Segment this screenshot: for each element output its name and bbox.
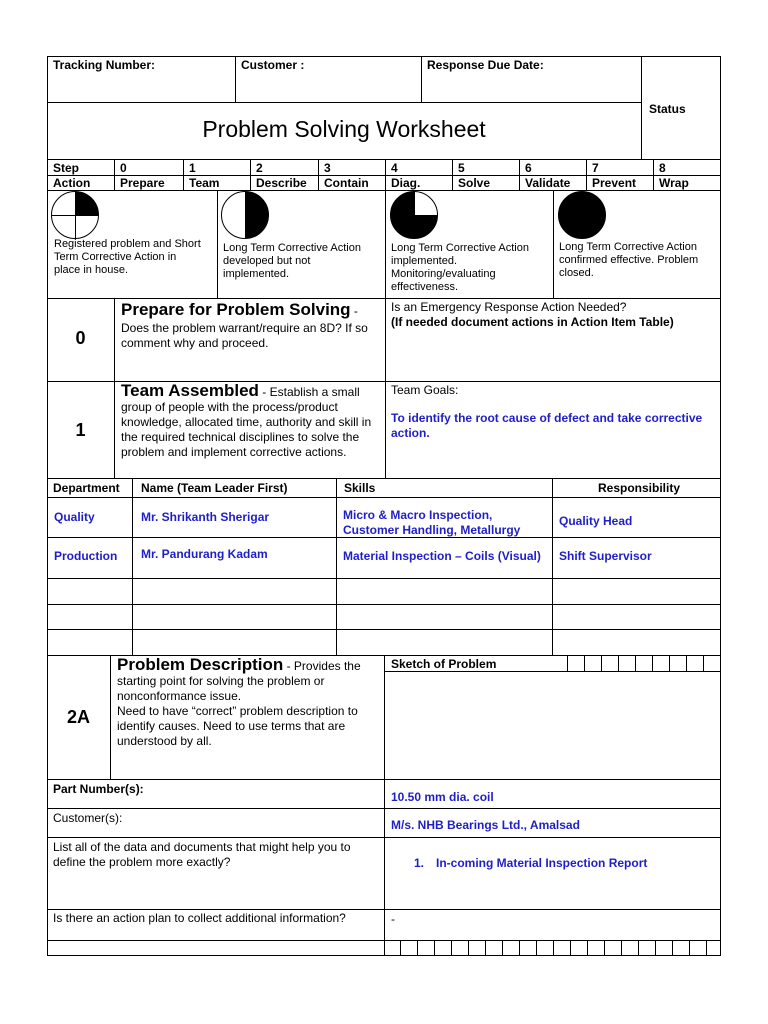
team-row-2-name: Mr. Pandurang Kadam [141,547,268,561]
step-number-1: 1 [189,161,196,175]
team-row-1-skills: Micro & Macro Inspection, Customer Handling, Metallurgy [343,508,521,537]
data-documents-number: 1. [414,856,425,870]
section-0-title-suffix: - [350,304,358,318]
section-0-title: Prepare for Problem Solving [121,300,351,319]
team-header-name: Name (Team Leader First) [141,481,288,495]
action-label: Action [53,176,91,190]
section-0-description: Does the problem warrant/require an 8D? If so comment why and proceed. [121,321,368,350]
section-0-heading [121,300,383,320]
quarter-pie-icon [51,191,99,239]
team-row-2-responsibility: Shift Supervisor [559,549,652,563]
section-2a-number: 2A [66,707,90,727]
legend-text-1: Registered problem and Short Term Corrective Action in place in house. [54,238,201,276]
team-row-1-name: Mr. Shrikanth Sherigar [141,510,270,524]
section-2a-description: - Provides the starting point for solving the problem or nonconformance issue. [117,659,361,703]
step-action-5: Solve [458,176,491,190]
section-1-description: - Establish a small group of people with the process/product knowledge, allocated time, authority and skill in the required technical disciplines to solve the problem and implement corrective actions. [121,385,372,459]
step-action-7: Prevent [592,176,637,190]
team-row-2-skills: Material Inspection – Coils (Visual) [343,549,541,563]
three-quarter-pie-icon [390,191,438,239]
team-header-department: Department [53,481,120,495]
team-goals-label: Team Goals: [391,383,459,397]
page-title: Problem Solving Worksheet [202,116,486,142]
step-number-5: 5 [458,161,465,175]
step-number-4: 4 [391,161,398,175]
step-action-3: Contain [324,176,369,190]
step-number-3: 3 [324,161,331,175]
step-number-6: 6 [525,161,532,175]
step-action-2: Describe [256,176,307,190]
section-1-title: Team Assembled [121,381,259,400]
team-header-skills: Skills [344,481,376,495]
step-label: Step [53,161,80,175]
part-number-value: 10.50 mm dia. coil [391,790,494,804]
customers-label: Customer(s): [53,811,123,825]
section-0-number: 0 [75,328,86,348]
team-goals-value: To identify the root cause of defect and take corrective action. [391,411,703,440]
step-action-6: Validate [525,176,571,190]
tracking-number-label: Tracking Number: [53,58,156,72]
step-action-8: Wrap [659,176,689,190]
emergency-question: Is an Emergency Response Action Needed? [391,300,627,314]
team-row-2-department: Production [54,549,118,563]
response-due-date-label: Response Due Date: [427,58,544,72]
action-plan-value: - [391,912,395,926]
data-documents-question: List all of the data and documents that might help you to define the problem more exactly? [53,840,351,869]
team-header-responsibility: Responsibility [597,481,680,495]
legend-text-4: Long Term Corrective Action confirmed effective. Problem closed. [559,241,699,279]
customers-value: M/s. NHB Bearings Ltd., Amalsad [391,818,580,832]
step-action-0: Prepare [120,176,165,190]
section-1-number: 1 [75,420,86,440]
half-pie-icon [221,191,269,239]
legend-text-3: Long Term Corrective Action implemented. Monitoring/evaluating effectiveness. [391,242,529,293]
section-1-text [121,383,383,460]
data-documents-value: In-coming Material Inspection Report [436,856,648,870]
step-number-8: 8 [659,161,666,175]
sketch-of-problem-label: Sketch of Problem [391,657,497,671]
team-row-1-responsibility: Quality Head [559,514,633,528]
section-2a-title: Problem Description [117,655,284,674]
step-action-1: Team [189,176,220,190]
customer-label: Customer : [241,58,305,72]
step-action-4: Diag. [391,176,421,190]
emergency-note: (If needed document actions in Action Item Table) [391,315,674,329]
status-label: Status [649,102,686,116]
step-number-7: 7 [592,161,599,175]
step-number-0: 0 [120,161,127,175]
step-number-2: 2 [256,161,263,175]
section-2a-text [117,657,379,749]
full-pie-icon [558,191,606,239]
section-2a-description-2: Need to have “correct” problem description to identify causes. Need to use terms that are understood by all. [117,704,358,748]
team-row-1-department: Quality [54,510,95,524]
action-plan-question: Is there an action plan to collect additional information? [53,911,346,925]
part-number-label: Part Number(s): [53,782,144,796]
legend-text-2: Long Term Corrective Action developed but not implemented. [223,242,361,280]
